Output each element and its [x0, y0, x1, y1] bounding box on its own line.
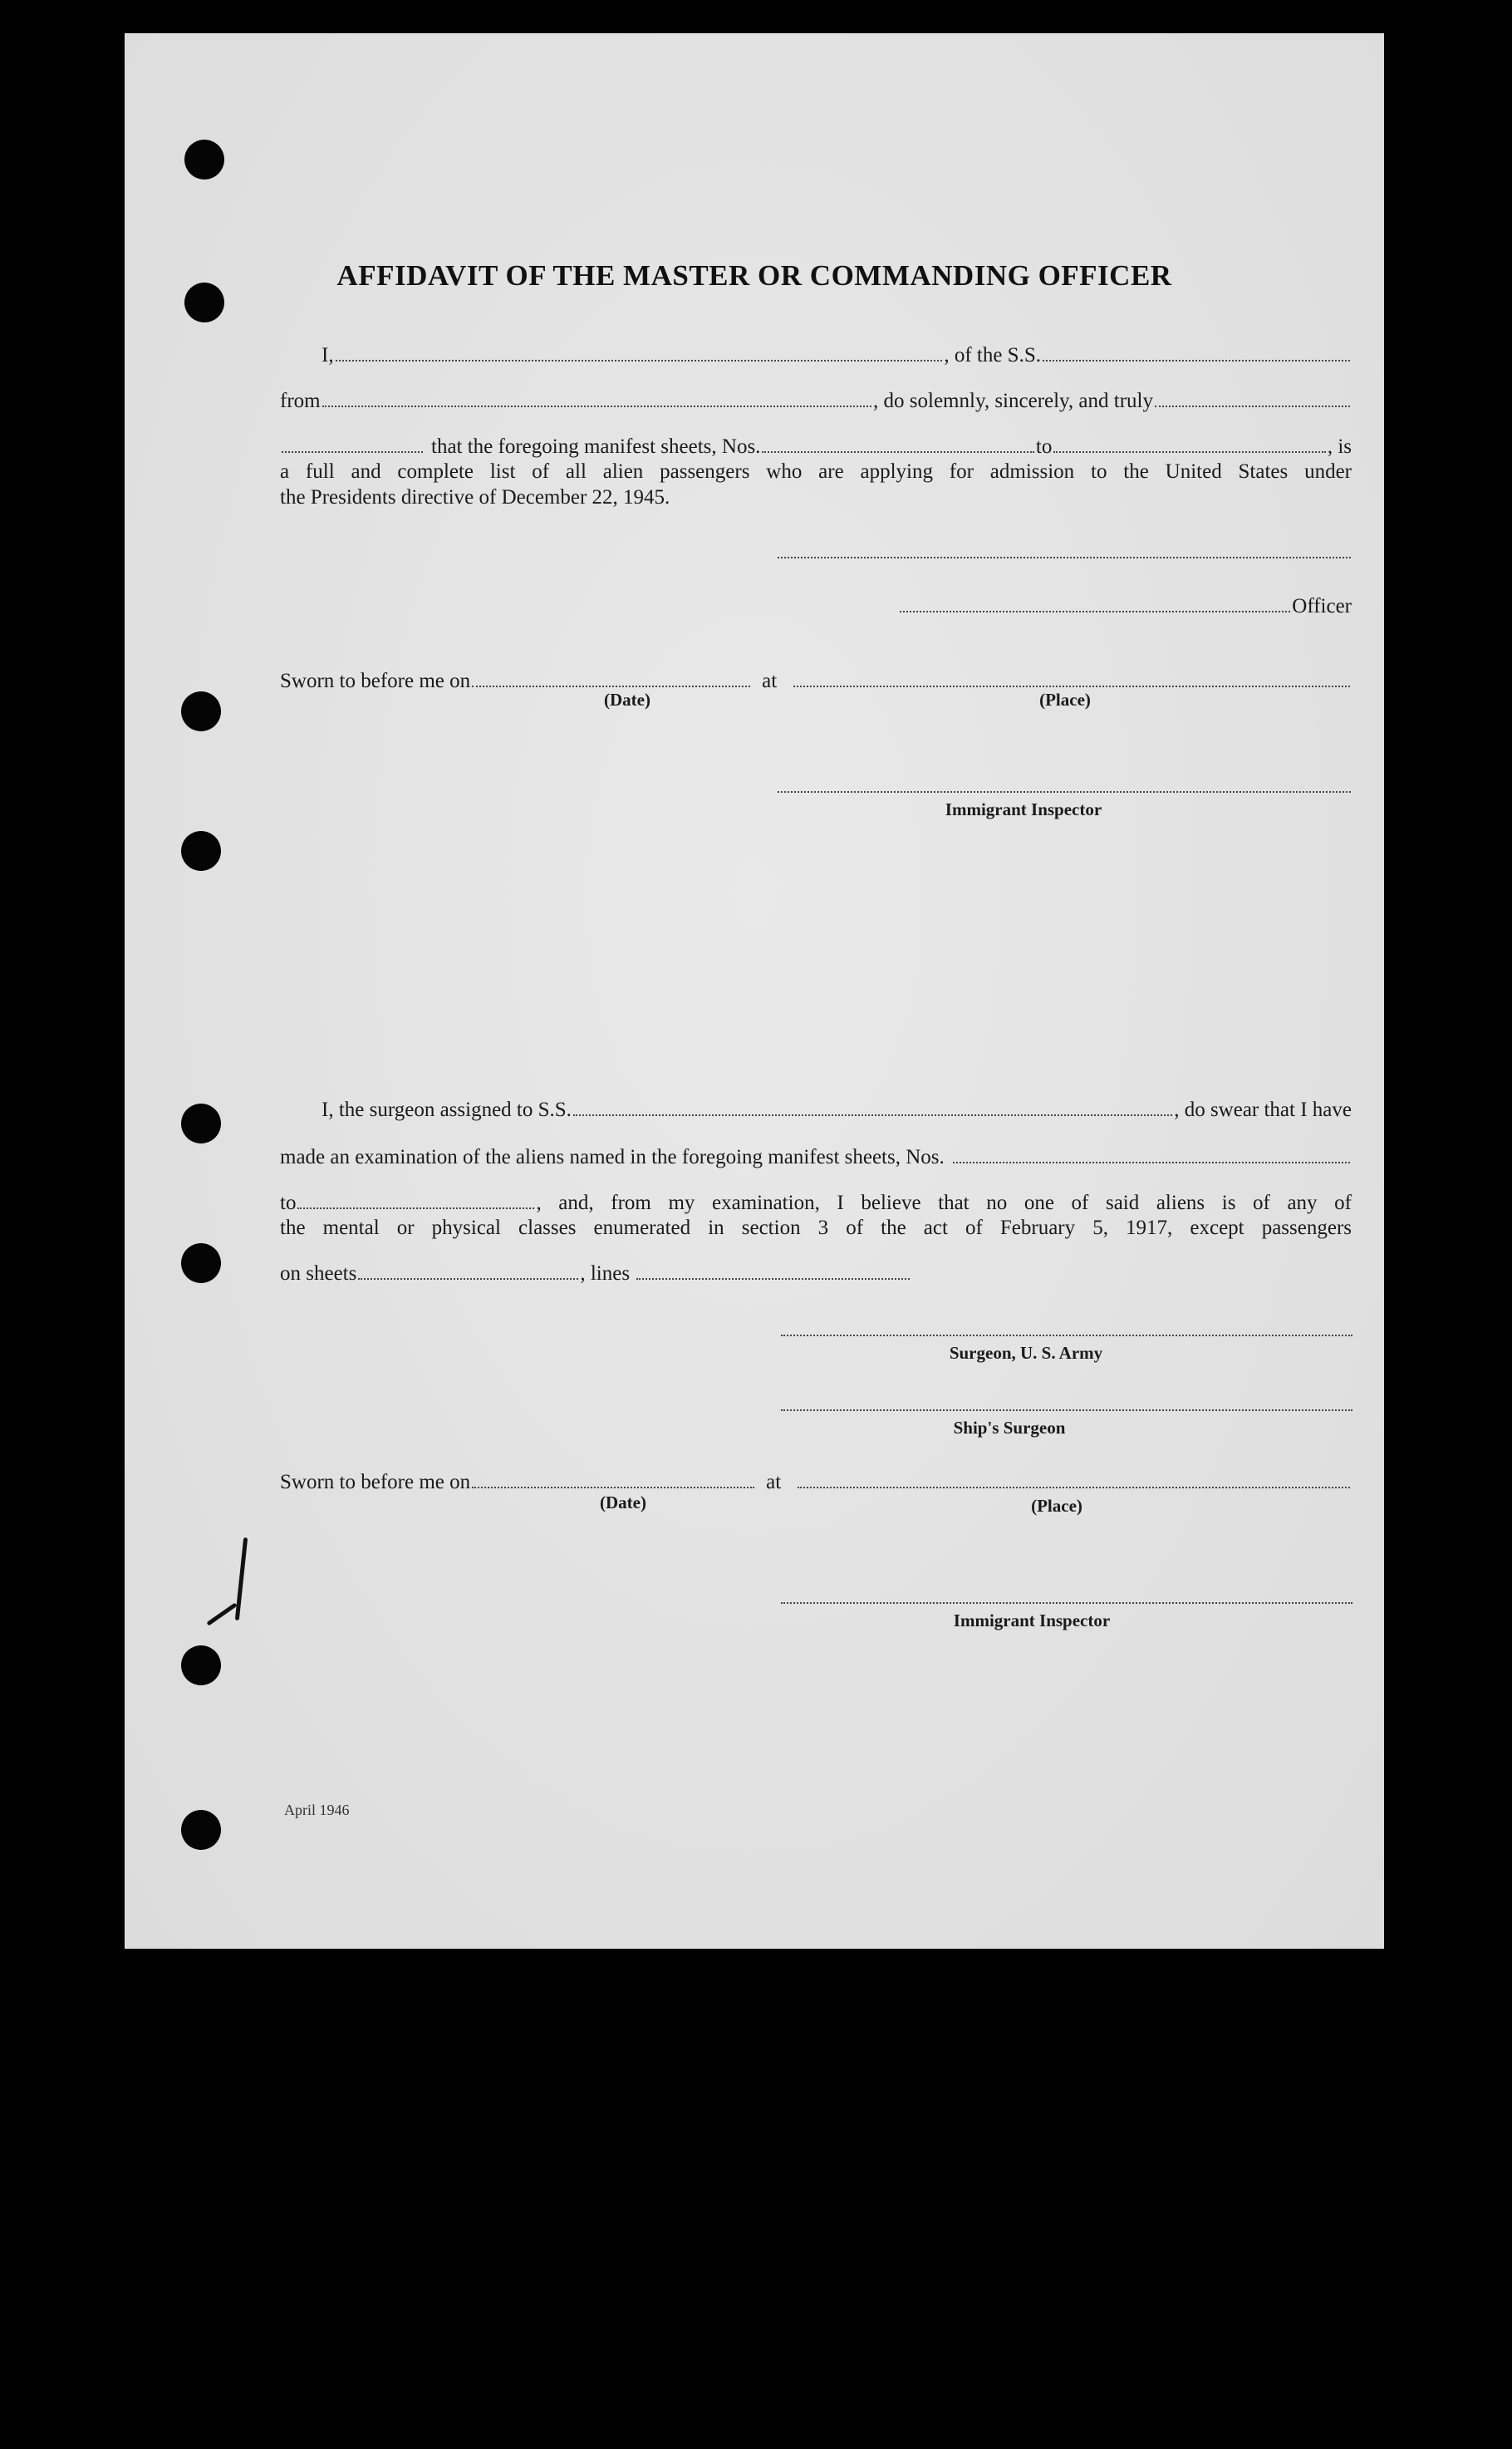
surgeon-sheets-to-field[interactable]: [297, 1188, 534, 1209]
binder-hole: [184, 140, 224, 179]
ship-name-field[interactable]: [1043, 341, 1350, 361]
sworn-label-2: Sworn to before me on: [280, 1470, 471, 1493]
master-statement: [280, 459, 1352, 510]
i-label: I,: [322, 343, 334, 366]
master-sheets-line: [280, 432, 1352, 459]
master-name-field[interactable]: [336, 341, 943, 361]
except-lines-field[interactable]: [636, 1259, 910, 1280]
from-port-field[interactable]: [322, 386, 871, 407]
sworn-date-field[interactable]: [472, 666, 750, 687]
master-signature-line[interactable]: [778, 557, 1351, 558]
ink-mark: [235, 1537, 248, 1620]
page-title: AFFIDAVIT OF THE MASTER OR COMMANDING OFFICER: [336, 259, 1172, 292]
surgeon-line1: [280, 1095, 1352, 1122]
master-sworn-line: [280, 666, 1352, 693]
army-surgeon-caption: Surgeon, U. S. Army: [949, 1343, 1103, 1363]
inspector-signature-line[interactable]: [778, 791, 1351, 793]
sheets-to-field[interactable]: [1053, 432, 1325, 453]
lines-label: , lines: [580, 1261, 631, 1285]
officer-label: Officer: [1292, 594, 1352, 617]
place-caption: (Place): [1039, 690, 1091, 710]
ship-surgeon-caption: Ship's Surgeon: [953, 1418, 1066, 1438]
surgeon-line4: [280, 1215, 1352, 1241]
foregoing-label: that the foregoing manifest sheets, Nos.: [431, 435, 761, 458]
except-sheets-field[interactable]: [358, 1259, 578, 1280]
binder-hole: [181, 1645, 221, 1685]
date-caption: (Date): [604, 690, 650, 710]
inspector-signature-line-2[interactable]: [781, 1602, 1352, 1604]
form-revision-date: April 1946: [284, 1802, 350, 1818]
is-label: , is: [1327, 435, 1352, 458]
statement-line2: a full and complete list of all alien passengers who are applying for admission to the United States under: [280, 460, 1352, 483]
surgeon-line3: [280, 1188, 1352, 1215]
ship-surgeon-signature-line[interactable]: [781, 1409, 1352, 1411]
on-sheets-label: on sheets: [280, 1261, 357, 1285]
at-label-2: at: [766, 1470, 782, 1493]
master-from-line: [280, 386, 1352, 413]
binder-hole: [181, 1104, 221, 1143]
sworn-date-field-2[interactable]: [472, 1468, 754, 1488]
surgeon-line2: [280, 1143, 1352, 1169]
binder-hole: [181, 1810, 221, 1850]
inspector-caption-2: Immigrant Inspector: [953, 1611, 1111, 1630]
at-label: at: [762, 669, 778, 692]
oath-field[interactable]: [1155, 386, 1350, 407]
classes-label: the mental or physical classes enumerated in section 3 of the act of February 5, 1917, except passengers: [280, 1217, 1352, 1239]
inspector-caption: Immigrant Inspector: [945, 799, 1102, 819]
surgeon-sworn-line: [280, 1468, 1352, 1494]
to-label-2: to: [280, 1191, 297, 1214]
ink-mark: [206, 1602, 237, 1625]
belief-label: , and, from my examination, I believe that no one of said aliens is of any of: [536, 1191, 1352, 1214]
surgeon-sheets-line: [280, 1259, 911, 1286]
to-label: to: [1035, 435, 1053, 458]
oath-field-cont[interactable]: [282, 432, 423, 453]
surgeon-ship-field[interactable]: [573, 1095, 1172, 1116]
from-label: from: [280, 389, 321, 412]
swear-label: , do swear that I have: [1174, 1098, 1352, 1121]
master-name-line: [280, 341, 1352, 367]
sworn-label: Sworn to before me on: [280, 669, 471, 692]
binder-hole: [181, 691, 221, 731]
officer-title-field[interactable]: [900, 592, 1290, 612]
sworn-place-field-2[interactable]: [798, 1468, 1350, 1488]
officer-line: [280, 592, 1352, 618]
sheets-from-field[interactable]: [762, 432, 1033, 453]
place-caption-2: (Place): [1031, 1496, 1082, 1516]
examination-label: made an examination of the aliens named in the foregoing manifest sheets, Nos.: [280, 1145, 945, 1168]
surgeon-intro: I, the surgeon assigned to S.S.: [322, 1098, 572, 1121]
binder-hole: [181, 831, 221, 871]
date-caption-2: (Date): [600, 1493, 646, 1512]
solemnly-label: , do solemnly, sincerely, and truly: [873, 389, 1153, 412]
surgeon-sheets-from-field[interactable]: [953, 1143, 1350, 1163]
binder-hole: [181, 1243, 221, 1283]
statement-line3: the Presidents directive of December 22, 1945.: [280, 486, 670, 509]
sworn-place-field[interactable]: [793, 666, 1350, 687]
of-ss-label: , of the S.S.: [944, 343, 1041, 366]
army-surgeon-signature-line[interactable]: [781, 1335, 1352, 1336]
form-sheet: [125, 33, 1384, 1949]
